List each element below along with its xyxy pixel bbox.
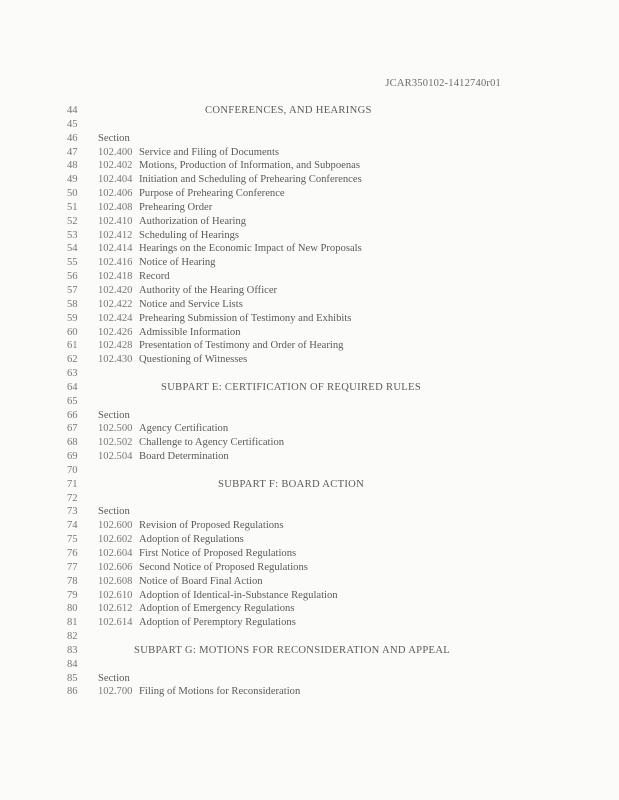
subpart-heading: SUBPART E: CERTIFICATION OF REQUIRED RULES	[161, 381, 422, 393]
document-line	[0, 270, 619, 284]
section-label: Section	[98, 132, 130, 144]
line-number: 46	[67, 132, 78, 144]
line-number: 44	[67, 105, 78, 116]
section-title: Presentation of Testimony and Order of Hearing	[139, 340, 344, 352]
document-line	[0, 658, 619, 672]
document-line	[0, 159, 619, 173]
section-title: Purpose of Prehearing Conference	[139, 188, 285, 200]
line-number: 60	[67, 326, 78, 338]
document-line	[0, 132, 619, 146]
line-number: 64	[67, 381, 78, 393]
line-number: 70	[67, 464, 78, 476]
document-line	[0, 395, 619, 409]
document-line	[0, 326, 619, 340]
document-line	[0, 685, 619, 699]
section-number: 102.408	[98, 201, 133, 213]
line-number: 76	[67, 548, 78, 559]
document-line	[0, 229, 619, 243]
section-number: 102.422	[98, 298, 133, 310]
section-title: Motions, Production of Information, and Subpoenas	[139, 160, 360, 172]
document-line	[0, 339, 619, 353]
section-number: 102.426	[98, 326, 133, 338]
section-number: 102.418	[98, 271, 133, 283]
section-title: Adoption of Peremptory Regulations	[139, 617, 296, 629]
line-number: 51	[67, 201, 78, 213]
line-number: 57	[67, 284, 78, 296]
document-line	[0, 519, 619, 533]
line-number: 53	[67, 229, 78, 241]
document-line	[0, 187, 619, 201]
document-line	[0, 256, 619, 270]
line-number: 82	[67, 631, 78, 643]
line-number: 58	[67, 298, 78, 310]
line-number: 48	[67, 160, 78, 172]
line-number: 71	[67, 478, 78, 490]
section-title: Adoption of Identical-in-Substance Regulation	[139, 589, 338, 601]
line-number: 66	[67, 409, 78, 421]
line-number: 69	[67, 451, 78, 463]
section-number: 102.500	[98, 423, 133, 435]
line-number: 81	[67, 617, 78, 629]
document-line	[0, 381, 619, 395]
document-id: JCAR350102-1412740r01	[385, 78, 501, 89]
section-title: Notice and Service Lists	[139, 298, 243, 310]
section-title: Notice of Hearing	[139, 257, 216, 269]
document-line	[0, 242, 619, 256]
line-number: 77	[67, 561, 78, 573]
section-number: 102.604	[98, 548, 133, 559]
line-number: 68	[67, 437, 78, 449]
subpart-heading: SUBPART G: MOTIONS FOR RECONSIDERATION AND APPEAL	[134, 644, 451, 656]
line-number: 78	[67, 575, 78, 587]
document-line	[0, 450, 619, 464]
section-title: Agency Certification	[139, 423, 229, 435]
section-title: Prehearing Submission of Testimony and Exhibits	[139, 312, 352, 324]
document-line	[0, 146, 619, 160]
line-number: 74	[67, 520, 78, 532]
section-title: Notice of Board Final Action	[139, 575, 263, 587]
document-line	[0, 547, 619, 561]
section-title: Service and Filing of Documents	[139, 146, 280, 158]
line-number: 83	[67, 644, 78, 656]
line-number: 62	[67, 354, 78, 366]
line-number: 56	[67, 271, 78, 283]
section-number: 102.614	[98, 617, 133, 629]
section-number: 102.502	[98, 437, 133, 449]
section-number: 102.600	[98, 520, 133, 532]
section-number: 102.410	[98, 215, 133, 227]
section-title: Filing of Motions for Reconsideration	[139, 686, 301, 698]
document-line	[0, 173, 619, 187]
line-number: 85	[67, 672, 78, 684]
line-number: 80	[67, 603, 78, 615]
section-number: 102.420	[98, 284, 133, 296]
section-title: Scheduling of Hearings	[139, 229, 240, 241]
section-number: 102.610	[98, 589, 133, 601]
line-number: 59	[67, 312, 78, 324]
document-line	[0, 478, 619, 492]
section-number: 102.608	[98, 575, 133, 587]
document-line	[0, 409, 619, 423]
document-line	[0, 505, 619, 519]
section-number: 102.402	[98, 160, 133, 172]
section-number: 102.406	[98, 188, 133, 200]
document-line	[0, 464, 619, 478]
document-line	[0, 644, 619, 658]
section-title: Adoption of Regulations	[139, 534, 244, 546]
document-line	[0, 533, 619, 547]
document-line	[0, 436, 619, 450]
line-number: 50	[67, 188, 78, 200]
line-number: 47	[67, 146, 78, 158]
document-line	[0, 561, 619, 575]
section-number: 102.428	[98, 340, 133, 352]
section-label: Section	[98, 409, 130, 421]
section-title: Questioning of Witnesses	[139, 354, 248, 366]
document-line	[0, 312, 619, 326]
section-title: Authority of the Hearing Officer	[139, 284, 278, 296]
section-label: Section	[98, 506, 130, 518]
document-line	[0, 367, 619, 381]
line-number: 45	[67, 118, 78, 130]
section-number: 102.404	[98, 174, 133, 186]
document-line	[0, 201, 619, 215]
document-line	[0, 298, 619, 312]
line-number: 72	[67, 492, 78, 504]
section-number: 102.602	[98, 534, 133, 546]
line-number: 49	[67, 174, 78, 186]
section-title: Prehearing Order	[139, 201, 213, 213]
section-number: 102.412	[98, 229, 133, 241]
line-number: 84	[67, 658, 78, 670]
section-title: Revision of Proposed Regulations	[139, 520, 284, 532]
line-number: 52	[67, 215, 78, 227]
line-number: 79	[67, 589, 78, 601]
document-line	[0, 630, 619, 644]
section-title: Hearings on the Economic Impact of New Proposals	[139, 243, 362, 255]
line-number: 65	[67, 395, 78, 407]
line-number: 54	[67, 243, 78, 255]
document-line	[0, 672, 619, 686]
document-line	[0, 118, 619, 132]
document-line	[0, 575, 619, 589]
section-title: Initiation and Scheduling of Prehearing Conferences	[139, 174, 362, 186]
section-number: 102.504	[98, 451, 133, 463]
section-number: 102.700	[98, 686, 133, 698]
section-number: 102.430	[98, 354, 133, 366]
line-number: 61	[67, 340, 78, 352]
document-line	[0, 589, 619, 603]
section-title: Second Notice of Proposed Regulations	[139, 561, 308, 573]
document-line	[0, 602, 619, 616]
subpart-heading: CONFERENCES, AND HEARINGS	[205, 105, 372, 116]
section-label: Section	[98, 672, 130, 684]
section-title: Challenge to Agency Certification	[139, 437, 285, 449]
section-number: 102.606	[98, 561, 133, 573]
section-number: 102.612	[98, 603, 133, 615]
line-number: 67	[67, 423, 78, 435]
subpart-heading: SUBPART F: BOARD ACTION	[218, 478, 365, 490]
section-title: Authorization of Hearing	[139, 215, 247, 227]
line-number: 55	[67, 257, 78, 269]
section-number: 102.416	[98, 257, 133, 269]
section-title: Board Determination	[139, 451, 229, 463]
document-line	[0, 353, 619, 367]
section-title: Record	[139, 271, 170, 283]
section-number: 102.424	[98, 312, 133, 324]
document-line	[0, 284, 619, 298]
line-number: 86	[67, 686, 78, 698]
document-line	[0, 616, 619, 630]
section-title: First Notice of Proposed Regulations	[139, 548, 297, 559]
document-line	[0, 104, 619, 118]
document-line	[0, 215, 619, 229]
section-title: Adoption of Emergency Regulations	[139, 603, 295, 615]
table-of-contents	[0, 104, 619, 699]
line-number: 73	[67, 506, 78, 518]
section-number: 102.400	[98, 146, 133, 158]
line-number: 75	[67, 534, 78, 546]
section-title: Admissible Information	[139, 326, 241, 338]
line-number: 63	[67, 368, 78, 380]
section-number: 102.414	[98, 243, 133, 255]
document-line	[0, 492, 619, 506]
document-line	[0, 422, 619, 436]
